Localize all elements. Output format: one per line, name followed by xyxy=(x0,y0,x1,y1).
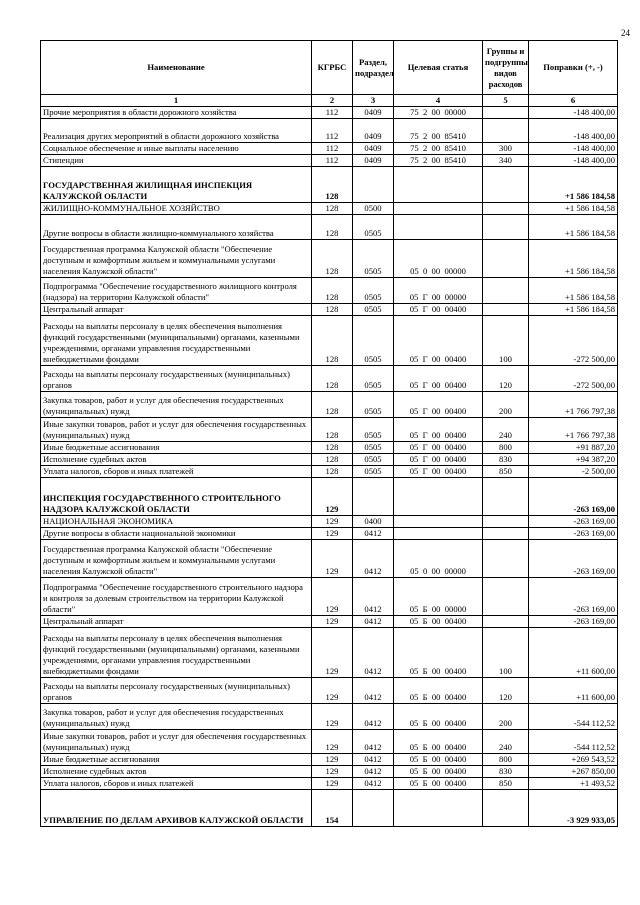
row-target-code: 05 Г 00 00400 xyxy=(394,454,483,466)
row-expense-group xyxy=(483,107,529,119)
table-row xyxy=(41,466,618,478)
row-target-code: 05 Г 00 00400 xyxy=(394,366,483,392)
row-section: 0500 xyxy=(353,203,394,215)
row-section: 0505 xyxy=(353,392,394,418)
row-expense-group: 120 xyxy=(483,678,529,704)
column-number-row xyxy=(41,95,618,107)
row-name: Иные бюджетные ассигнования xyxy=(41,442,312,454)
table-row xyxy=(41,442,618,454)
row-kgrbs: 128 xyxy=(312,167,353,203)
row-kgrbs: 112 xyxy=(312,107,353,119)
row-expense-group: 200 xyxy=(483,392,529,418)
row-name: Иные бюджетные ассигнования xyxy=(41,754,312,766)
row-kgrbs: 129 xyxy=(312,478,353,516)
row-target-code: 05 Б 00 00400 xyxy=(394,766,483,778)
row-expense-group: 830 xyxy=(483,766,529,778)
table-row xyxy=(41,143,618,155)
row-target-code: 05 0 00 00000 xyxy=(394,540,483,578)
table-row xyxy=(41,316,618,366)
row-amendment: -544 112,52 xyxy=(529,730,618,754)
row-expense-group xyxy=(483,516,529,528)
row-kgrbs: 128 xyxy=(312,203,353,215)
row-section: 0505 xyxy=(353,215,394,240)
row-expense-group: 100 xyxy=(483,316,529,366)
row-kgrbs: 128 xyxy=(312,466,353,478)
row-target-code xyxy=(394,516,483,528)
row-amendment: +267 850,00 xyxy=(529,766,618,778)
row-amendment: +1 766 797,38 xyxy=(529,392,618,418)
row-amendment: -3 929 933,05 xyxy=(529,790,618,827)
row-amendment: -263 169,00 xyxy=(529,516,618,528)
row-kgrbs: 129 xyxy=(312,578,353,616)
row-target-code: 05 Г 00 00400 xyxy=(394,316,483,366)
row-amendment: +11 600,00 xyxy=(529,628,618,678)
row-amendment: -544 112,52 xyxy=(529,704,618,730)
header-amendments: Поправки (+, -) xyxy=(529,41,618,95)
column-number: 5 xyxy=(483,95,529,107)
row-name: Исполнение судебных актов xyxy=(41,766,312,778)
table-row xyxy=(41,366,618,392)
row-name: Расходы на выплаты персоналу государственных (муниципальных) органов xyxy=(41,366,312,392)
row-name: Стипендии xyxy=(41,155,312,167)
row-section: 0412 xyxy=(353,754,394,766)
row-target-code: 05 Б 00 00400 xyxy=(394,704,483,730)
row-section: 0409 xyxy=(353,119,394,143)
row-amendment: -148 400,00 xyxy=(529,155,618,167)
row-name: Подпрограмма "Обеспечение государственного строительного надзора и контроля за долевым строительством на территории Калужской области" xyxy=(41,578,312,616)
row-name: Иные закупки товаров, работ и услуг для обеспечения государственных (муниципальных) нужд xyxy=(41,418,312,442)
row-kgrbs: 129 xyxy=(312,704,353,730)
row-target-code: 05 Б 00 00400 xyxy=(394,730,483,754)
row-target-code: 05 Г 00 00400 xyxy=(394,442,483,454)
row-target-code: 05 Б 00 00400 xyxy=(394,616,483,628)
table-row xyxy=(41,454,618,466)
row-name: Расходы на выплаты персоналу государственных (муниципальных) органов xyxy=(41,678,312,704)
row-amendment: -263 169,00 xyxy=(529,578,618,616)
row-section: 0412 xyxy=(353,540,394,578)
row-section: 0412 xyxy=(353,528,394,540)
row-section: 0505 xyxy=(353,466,394,478)
row-target-code: 05 Г 00 00400 xyxy=(394,466,483,478)
row-expense-group xyxy=(483,616,529,628)
row-expense-group: 200 xyxy=(483,704,529,730)
row-kgrbs: 129 xyxy=(312,528,353,540)
row-name: Прочие мероприятия в области дорожного хозяйства xyxy=(41,107,312,119)
row-kgrbs: 129 xyxy=(312,540,353,578)
row-expense-group xyxy=(483,478,529,516)
row-target-code xyxy=(394,478,483,516)
row-section: 0412 xyxy=(353,766,394,778)
row-amendment: -272 500,00 xyxy=(529,316,618,366)
table-row xyxy=(41,540,618,578)
row-name: Исполнение судебных актов xyxy=(41,454,312,466)
row-expense-group xyxy=(483,578,529,616)
row-expense-group: 120 xyxy=(483,366,529,392)
row-amendment: -263 169,00 xyxy=(529,540,618,578)
row-kgrbs: 128 xyxy=(312,215,353,240)
row-expense-group: 850 xyxy=(483,466,529,478)
page-number: 24 xyxy=(621,28,630,38)
row-target-code: 75 2 00 85410 xyxy=(394,155,483,167)
table-row xyxy=(41,155,618,167)
row-expense-group: 240 xyxy=(483,418,529,442)
row-expense-group xyxy=(483,278,529,304)
row-target-code: 05 Б 00 00400 xyxy=(394,628,483,678)
row-target-code: 05 Б 00 00400 xyxy=(394,778,483,790)
row-kgrbs: 129 xyxy=(312,616,353,628)
row-expense-group xyxy=(483,540,529,578)
row-expense-group: 100 xyxy=(483,628,529,678)
row-name: УПРАВЛЕНИЕ ПО ДЕЛАМ АРХИВОВ КАЛУЖСКОЙ ОБЛАСТИ xyxy=(41,790,312,827)
row-expense-group xyxy=(483,167,529,203)
row-expense-group: 850 xyxy=(483,778,529,790)
row-target-code: 75 2 00 85410 xyxy=(394,119,483,143)
table-row xyxy=(41,119,618,143)
row-kgrbs: 129 xyxy=(312,678,353,704)
row-section: 0409 xyxy=(353,155,394,167)
row-target-code: 05 Б 00 00400 xyxy=(394,678,483,704)
row-kgrbs: 129 xyxy=(312,730,353,754)
row-name: ЖИЛИЩНО-КОММУНАЛЬНОЕ ХОЗЯЙСТВО xyxy=(41,203,312,215)
table-row xyxy=(41,418,618,442)
row-kgrbs: 128 xyxy=(312,278,353,304)
row-target-code: 05 Г 00 00400 xyxy=(394,304,483,316)
row-section: 0412 xyxy=(353,628,394,678)
row-name: ИНСПЕКЦИЯ ГОСУДАРСТВЕННОГО СТРОИТЕЛЬНОГО НАДЗОРА КАЛУЖСКОЙ ОБЛАСТИ xyxy=(41,478,312,516)
row-expense-group: 300 xyxy=(483,143,529,155)
table-row xyxy=(41,167,618,203)
table-row xyxy=(41,704,618,730)
table-row xyxy=(41,392,618,418)
row-name: Расходы на выплаты персоналу в целях обеспечения выполнения функций государственными (муниципальными) органами, казенными учреждениями, органами управления государственными внебюджетными фондами xyxy=(41,628,312,678)
column-number: 4 xyxy=(394,95,483,107)
row-target-code xyxy=(394,203,483,215)
row-kgrbs: 128 xyxy=(312,418,353,442)
row-section: 0409 xyxy=(353,143,394,155)
table-row xyxy=(41,215,618,240)
table-row xyxy=(41,766,618,778)
row-amendment: +91 887,20 xyxy=(529,442,618,454)
row-name: Социальное обеспечение и иные выплаты населению xyxy=(41,143,312,155)
table-row xyxy=(41,304,618,316)
row-kgrbs: 128 xyxy=(312,454,353,466)
row-expense-group xyxy=(483,119,529,143)
table-row xyxy=(41,578,618,616)
row-section: 0412 xyxy=(353,578,394,616)
row-kgrbs: 129 xyxy=(312,628,353,678)
row-kgrbs: 129 xyxy=(312,766,353,778)
row-amendment: -2 500,00 xyxy=(529,466,618,478)
row-target-code xyxy=(394,167,483,203)
row-target-code: 05 Г 00 00400 xyxy=(394,392,483,418)
row-expense-group: 800 xyxy=(483,754,529,766)
row-kgrbs: 128 xyxy=(312,304,353,316)
header-groups: Группы и подгруппы видов расходов xyxy=(483,41,529,95)
row-expense-group xyxy=(483,240,529,278)
row-target-code xyxy=(394,215,483,240)
row-name: Центральный аппарат xyxy=(41,304,312,316)
header-target: Целевая статья xyxy=(394,41,483,95)
row-section: 0412 xyxy=(353,704,394,730)
row-name: Закупка товаров, работ и услуг для обеспечения государственных (муниципальных) нужд xyxy=(41,392,312,418)
table-header-row xyxy=(41,41,618,95)
row-kgrbs: 129 xyxy=(312,516,353,528)
row-kgrbs: 112 xyxy=(312,119,353,143)
column-number: 2 xyxy=(312,95,353,107)
row-expense-group xyxy=(483,203,529,215)
row-amendment: +1 586 184,58 xyxy=(529,167,618,203)
row-expense-group: 340 xyxy=(483,155,529,167)
row-kgrbs: 112 xyxy=(312,143,353,155)
row-name: Уплата налогов, сборов и иных платежей xyxy=(41,778,312,790)
row-section: 0400 xyxy=(353,516,394,528)
row-target-code: 05 0 00 00000 xyxy=(394,240,483,278)
row-expense-group xyxy=(483,528,529,540)
row-amendment: +1 493,52 xyxy=(529,778,618,790)
row-section xyxy=(353,478,394,516)
table-row xyxy=(41,278,618,304)
row-amendment: -263 169,00 xyxy=(529,616,618,628)
column-number: 6 xyxy=(529,95,618,107)
row-expense-group xyxy=(483,790,529,827)
row-section: 0505 xyxy=(353,304,394,316)
row-amendment: -263 169,00 xyxy=(529,478,618,516)
row-name: Закупка товаров, работ и услуг для обеспечения государственных (муниципальных) нужд xyxy=(41,704,312,730)
row-section xyxy=(353,167,394,203)
row-section: 0505 xyxy=(353,278,394,304)
row-expense-group xyxy=(483,304,529,316)
row-name: Подпрограмма "Обеспечение государственного жилищного контроля (надзора) на территории Калужской области" xyxy=(41,278,312,304)
row-kgrbs: 128 xyxy=(312,316,353,366)
row-name: ГОСУДАРСТВЕННАЯ ЖИЛИЩНАЯ ИНСПЕКЦИЯ КАЛУЖСКОЙ ОБЛАСТИ xyxy=(41,167,312,203)
row-amendment: -272 500,00 xyxy=(529,366,618,392)
table-row xyxy=(41,528,618,540)
table-row xyxy=(41,616,618,628)
table-row xyxy=(41,730,618,754)
table-row xyxy=(41,203,618,215)
row-kgrbs: 112 xyxy=(312,155,353,167)
table-row xyxy=(41,678,618,704)
row-section: 0412 xyxy=(353,678,394,704)
table-row xyxy=(41,478,618,516)
table-row xyxy=(41,754,618,766)
row-amendment: -263 169,00 xyxy=(529,528,618,540)
row-amendment: +1 586 184,58 xyxy=(529,203,618,215)
table-row xyxy=(41,778,618,790)
row-kgrbs: 128 xyxy=(312,366,353,392)
row-name: Государственная программа Калужской области "Обеспечение доступным и комфортным жильем и коммунальными услугами населения Калужской области" xyxy=(41,240,312,278)
row-amendment: +1 586 184,58 xyxy=(529,240,618,278)
row-amendment: +1 586 184,58 xyxy=(529,278,618,304)
row-amendment: +94 387,20 xyxy=(529,454,618,466)
row-kgrbs: 154 xyxy=(312,790,353,827)
header-section: Раздел, подраздел xyxy=(353,41,394,95)
row-section xyxy=(353,790,394,827)
row-section: 0505 xyxy=(353,442,394,454)
row-amendment: +1 586 184,58 xyxy=(529,304,618,316)
row-target-code: 05 Г 00 00400 xyxy=(394,418,483,442)
table-row xyxy=(41,240,618,278)
row-section: 0412 xyxy=(353,730,394,754)
column-number: 3 xyxy=(353,95,394,107)
row-section: 0505 xyxy=(353,366,394,392)
row-expense-group: 830 xyxy=(483,454,529,466)
row-name: НАЦИОНАЛЬНАЯ ЭКОНОМИКА xyxy=(41,516,312,528)
budget-amendments-table xyxy=(40,40,618,827)
row-section: 0505 xyxy=(353,240,394,278)
row-name: Другие вопросы в области национальной экономики xyxy=(41,528,312,540)
row-target-code: 75 2 00 00000 xyxy=(394,107,483,119)
row-amendment: +1 586 184,58 xyxy=(529,215,618,240)
row-amendment: -148 400,00 xyxy=(529,143,618,155)
row-name: Государственная программа Калужской области "Обеспечение доступным и комфортным жильем и коммунальными услугами населения Калужской области" xyxy=(41,540,312,578)
row-section: 0412 xyxy=(353,616,394,628)
row-kgrbs: 128 xyxy=(312,392,353,418)
row-name: Реализация других мероприятий в области дорожного хозяйства xyxy=(41,119,312,143)
row-expense-group: 800 xyxy=(483,442,529,454)
row-target-code xyxy=(394,528,483,540)
row-target-code: 05 Б 00 00000 xyxy=(394,578,483,616)
row-name: Иные закупки товаров, работ и услуг для обеспечения государственных (муниципальных) нужд xyxy=(41,730,312,754)
row-kgrbs: 129 xyxy=(312,754,353,766)
row-section: 0505 xyxy=(353,418,394,442)
row-amendment: +1 766 797,38 xyxy=(529,418,618,442)
row-name: Уплата налогов, сборов и иных платежей xyxy=(41,466,312,478)
row-kgrbs: 128 xyxy=(312,442,353,454)
table-row xyxy=(41,107,618,119)
row-target-code: 75 2 00 85410 xyxy=(394,143,483,155)
row-amendment: +269 543,52 xyxy=(529,754,618,766)
row-section: 0409 xyxy=(353,107,394,119)
row-target-code: 05 Б 00 00400 xyxy=(394,754,483,766)
row-amendment: -148 400,00 xyxy=(529,119,618,143)
row-kgrbs: 129 xyxy=(312,778,353,790)
row-expense-group xyxy=(483,215,529,240)
row-expense-group: 240 xyxy=(483,730,529,754)
row-name: Центральный аппарат xyxy=(41,616,312,628)
row-amendment: +11 600,00 xyxy=(529,678,618,704)
column-number: 1 xyxy=(41,95,312,107)
row-kgrbs: 128 xyxy=(312,240,353,278)
table-row xyxy=(41,628,618,678)
row-section: 0505 xyxy=(353,454,394,466)
table-row xyxy=(41,516,618,528)
table-row xyxy=(41,790,618,827)
row-section: 0412 xyxy=(353,778,394,790)
row-name: Расходы на выплаты персоналу в целях обеспечения выполнения функций государственными (муниципальными) органами, казенными учреждениями, органами управления государственными внебюджетными фондами xyxy=(41,316,312,366)
row-section: 0505 xyxy=(353,316,394,366)
row-amendment: -148 400,00 xyxy=(529,107,618,119)
header-name: Наименование xyxy=(41,41,312,95)
row-name: Другие вопросы в области жилищно-коммунального хозяйства xyxy=(41,215,312,240)
row-target-code xyxy=(394,790,483,827)
header-kgrbs: КГРБС xyxy=(312,41,353,95)
row-target-code: 05 Г 00 00000 xyxy=(394,278,483,304)
